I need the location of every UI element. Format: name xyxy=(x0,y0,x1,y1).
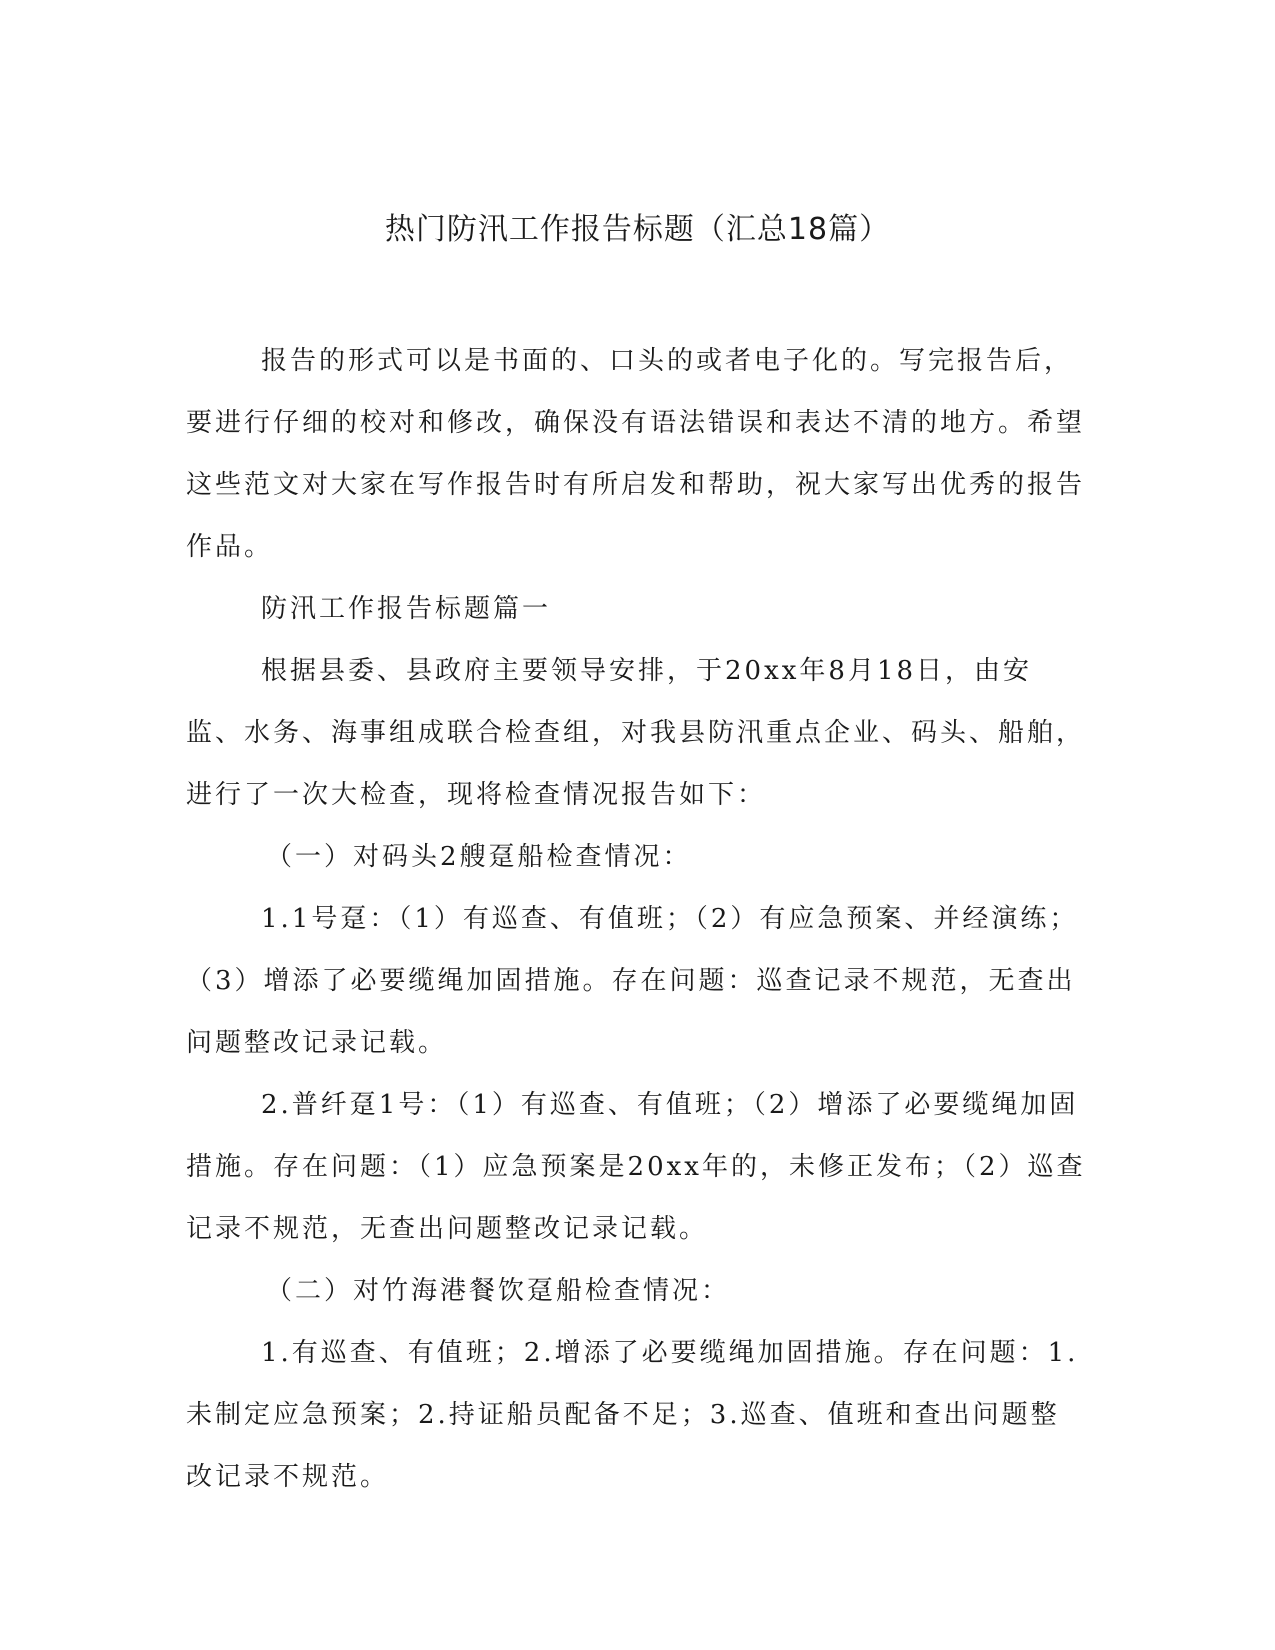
paragraph-barge-2: 2.普纤趸1号：（1）有巡查、有值班；（2）增添了必要缆绳加固措施。存在问题：（1）应急预案是20xx年的，未修正发布；（2）巡查记录不规范，无查出问题整改记录记载。 xyxy=(186,1090,1086,1244)
document-body xyxy=(186,330,1086,1508)
paragraph-inspection-overview: 根据县委、县政府主要领导安排，于20xx年8月18日，由安监、水务、海事组成联合检查组，对我县防汛重点企业、码头、船舶，进行了一次大检查，现将检查情况报告如下： xyxy=(186,656,1086,810)
subheading-restaurant-barge: （二）对竹海港餐饮趸船检查情况： xyxy=(266,1276,731,1306)
paragraph-barge-1: 1.1号趸：（1）有巡查、有值班；（2）有应急预案、并经演练；（3）增添了必要缆绳加固措施。存在问题：巡查记录不规范，无查出问题整改记录记载。 xyxy=(186,904,1079,1058)
section-heading: 防汛工作报告标题篇一 xyxy=(261,594,552,624)
subheading-dock-barges: （一）对码头2艘趸船检查情况： xyxy=(266,842,692,872)
paragraph-restaurant-barge: 1.有巡查、有值班；2.增添了必要缆绳加固措施。存在问题：1.未制定应急预案；2.持证船员配备不足；3.巡查、值班和查出问题整改记录不规范。 xyxy=(186,1338,1079,1492)
document-title: 热门防汛工作报告标题（汇总18篇） xyxy=(384,212,891,247)
paragraph-intro: 报告的形式可以是书面的、口头的或者电子化的。写完报告后，要进行仔细的校对和修改，确保没有语法错误和表达不清的地方。希望这些范文对大家在写作报告时有所启发和帮助，祝大家写出优秀的报告作品。 xyxy=(186,346,1086,562)
